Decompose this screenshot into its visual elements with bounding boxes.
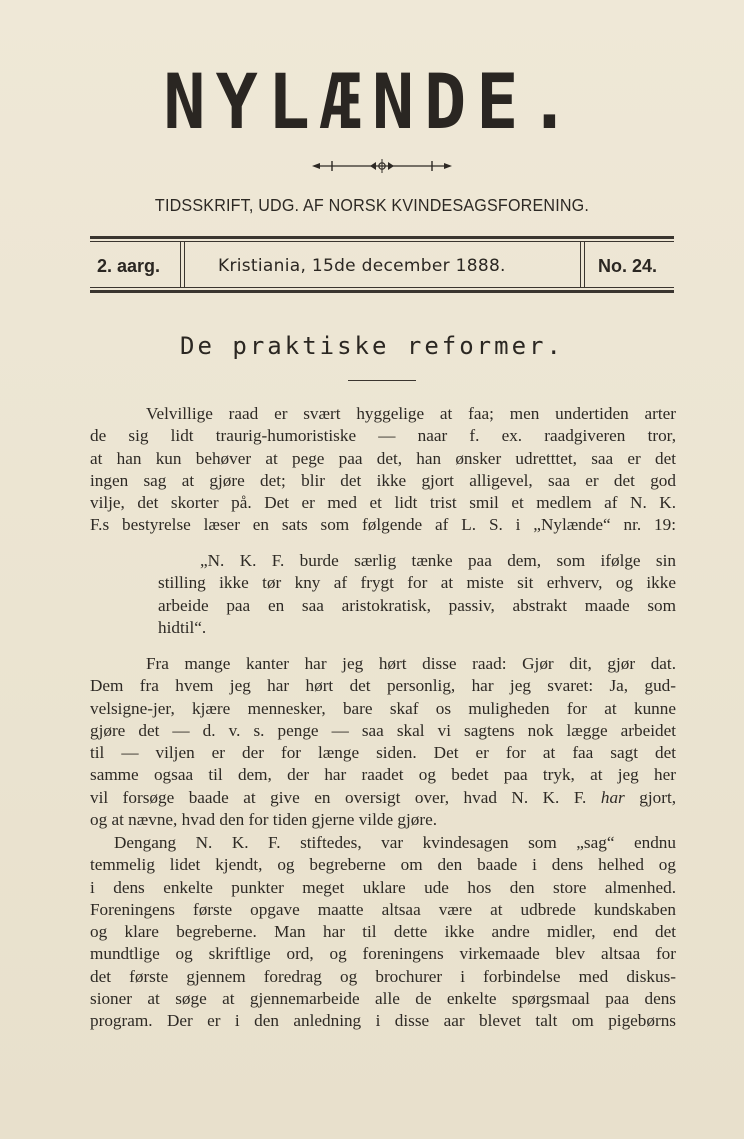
text-line: og at nævne, hvad den for tiden gjerne vilde gjøre. xyxy=(90,810,437,830)
issue-bar-top-rule xyxy=(90,236,674,239)
text-line: Foreningens første opgave maatte altsaa være at udbrede kundskaben xyxy=(90,899,676,919)
issue-date: Kristiania, 15de december 1888. xyxy=(218,256,506,276)
text-line xyxy=(90,787,676,809)
text-line: hidtil“. xyxy=(158,617,207,637)
text-line: Dengang N. K. F. stiftedes, var kvindesagen som „sag“ endnu xyxy=(114,833,676,852)
issue-bar-divider xyxy=(580,242,581,288)
text-line: gjøre det — d. v. s. penge — saa skal vi sagtens nok lægge arbeidet xyxy=(90,720,676,740)
issue-bar-bottom-rule xyxy=(90,290,674,293)
text-line: vilje, det skorter på. Det er med et lidt trist smil et medlem af N. K. xyxy=(90,493,676,513)
text-line: velsigne-jer, kjære mennesker, bare skaf os muligheden for at kunne xyxy=(90,698,676,718)
text-line: i dens enkelte punkter meget uklare ude hos den store almenhed. xyxy=(90,877,676,897)
issue-bar-bottom-rule-thin xyxy=(90,287,674,288)
text-segment: gjort, xyxy=(639,787,677,807)
paragraph-3 xyxy=(90,832,676,1033)
emphasis-text: har xyxy=(600,787,625,807)
text-line: Fra mange kanter har jeg hørt disse raad: Gjør dit, gjør dat. xyxy=(146,654,676,673)
quote-block xyxy=(158,550,676,639)
text-line: og klare begreberne. Man har til dette ikke andre midler, end det xyxy=(90,922,676,942)
text-line: at han kun behøver at pege paa det, han ønsker udretttet, saa er det xyxy=(90,448,676,468)
text-line: mundtlige og skriftlige ord, og foreningens virkemaade blev altsaa for xyxy=(90,944,676,964)
issue-number: No. 24. xyxy=(598,256,658,276)
text-line: samme ogsaa til dem, der har raadet og bedet paa tryk, at jeg her xyxy=(90,765,676,785)
text-line: „N. K. F. burde særlig tænke paa dem, som ifølge sin xyxy=(200,551,676,570)
text-segment: vil forsøge baade at give en oversigt over, hvad N. K. F. xyxy=(90,787,587,807)
masthead-title: NYLÆNDE. xyxy=(163,57,581,147)
text-line: ingen sag at gjøre det; blir det ikke gjort alligevel, saa er det god xyxy=(90,470,676,490)
text-line: til — viljen er der for længe siden. Det er for at faa sagt det xyxy=(90,743,676,763)
text-line: stilling ikke tør kny af frygt for at miste sit erhverv, og ikke xyxy=(158,573,676,593)
text-line: Dem fra hvem jeg har hørt det personlig, har jeg svaret: Ja, gud- xyxy=(90,676,676,696)
paragraph-1 xyxy=(90,403,676,537)
paragraph-2 xyxy=(90,653,676,831)
text-line: program. Der er i den anledning i disse aar blevet talt om pigebørns xyxy=(90,1011,676,1031)
text-line: F.s bestyrelse læser en sats som følgende af L. S. i „Nylænde“ nr. 19: xyxy=(90,515,676,535)
text-line: Velvillige raad er svært hyggelige at faa; men undertiden arter xyxy=(146,404,676,423)
text-line: arbeide paa en saa aristokratisk, passiv, abstrakt maade som xyxy=(158,595,676,615)
text-line: sioner at søge at gjennemarbeide alle de enkelte spørgsmaal paa dens xyxy=(90,989,676,1009)
text-line: det første gjennem foredrag og brochurer i forbindelse med diskus- xyxy=(90,966,676,986)
issue-bar-top-rule-thin xyxy=(90,241,674,242)
issue-bar-divider xyxy=(184,242,185,288)
masthead-subtitle: TIDSSKRIFT, UDG. AF NORSK KVINDESAGSFORENING. xyxy=(154,195,590,215)
issue-bar-divider xyxy=(584,242,585,288)
text-line: de sig lidt traurig-humoristiske — naar f. ex. raadgiveren tror, xyxy=(90,426,676,446)
text-line: temmelig lidet kjendt, og begreberne om den baade i dens helhed og xyxy=(90,855,676,875)
issue-bar-divider xyxy=(180,242,181,288)
ornament-divider-icon xyxy=(310,158,454,174)
article-title: De praktiske reformer. xyxy=(180,332,564,360)
title-underline xyxy=(348,380,416,381)
issue-volume: 2. aarg. xyxy=(97,256,161,276)
